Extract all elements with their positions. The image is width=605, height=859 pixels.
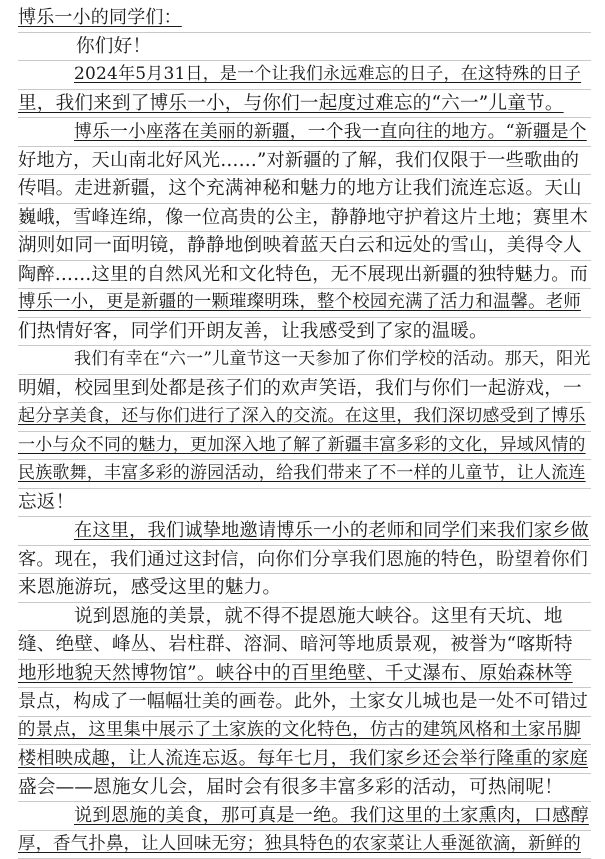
- letter-line: 在这里，我们诚挚地邀请博乐一小的老师和同学们来我们家乡做: [18, 517, 591, 546]
- letter-line: 起分享美食，还与你们进行了深入的交流。在这里，我们深切感受到了博乐: [18, 403, 591, 432]
- letter-line: 巍峨，雪峰连绵，像一位高贵的公主，静静地守护着这片土地；赛里木: [18, 204, 591, 233]
- letter-line: 里，我们来到了博乐一小，与你们一起度过难忘的“六一”儿童节。: [18, 90, 591, 119]
- letter-line: 地形地貌天然博物馆”。峡谷中的百里绝壁、千丈瀑布、原始森林等: [18, 660, 591, 689]
- letter-line: 们热情好客，同学们开朗友善，让我感受到了家的温暖。: [18, 318, 591, 347]
- letter-greeting: 博乐一小的同学们：: [18, 4, 591, 33]
- letter-line: 博乐一小座落在美丽的新疆，一个我一直向往的地方。“新疆是个: [18, 118, 591, 147]
- letter-line: 好地方，天山南北好风光……”对新疆的了解，我们仅限于一些歌曲的: [18, 147, 591, 176]
- letter-line: 一小与众不同的魅力，更加深入地了解了新疆丰富多彩的文化，异域风情的: [18, 432, 591, 461]
- letter-line: 民族歌舞，丰富多彩的游园活动，给我们带来了不一样的儿童节，让人流连: [18, 460, 591, 489]
- letter-line: 明媚，校园里到处都是孩子们的欢声笑语，我们与你们一起游戏，一: [18, 375, 591, 404]
- letter-line: 缝、绝壁、峰丛、岩柱群、溶洞、暗河等地质景观，被誉为“喀斯特: [18, 631, 591, 660]
- letter-line: 陶醉……这里的自然风光和文化特色，无不展现出新疆的独特魅力。而: [18, 261, 591, 290]
- letter-line: 传唱。走进新疆，这个充满神秘和魅力的地方让我们流连忘返。天山: [18, 175, 591, 204]
- letter-salutation: 你们好！: [18, 33, 591, 62]
- letter-line: 说到恩施的美食，那可真是一绝。我们这里的土家熏肉，口感醇: [18, 802, 591, 831]
- letter-line: 博乐一小，更是新疆的一颗璀璨明珠，整个校园充满了活力和温馨。老师: [18, 289, 591, 318]
- letter-line: 厚，香气扑鼻，让人回味无穷；独具特色的农家菜让人垂涎欲滴，新鲜的: [18, 831, 591, 859]
- letter-line: 我们有幸在“六一”儿童节这一天参加了你们学校的活动。那天，阳光: [18, 346, 591, 375]
- letter-line: 楼相映成趣，让人流连忘返。每年七月，我们家乡还会举行隆重的家庭: [18, 745, 591, 774]
- letter-line: 来恩施游玩，感受这里的魅力。: [18, 574, 591, 603]
- letter-line: 2024年5月31日，是一个让我们永远难忘的日子，在这特殊的日子: [18, 61, 591, 90]
- letter-line: 湖则如同一面明镜，静静地倒映着蓝天白云和远处的雪山，美得令人: [18, 232, 591, 261]
- letter-line: 忘返！: [18, 489, 591, 518]
- letter-line: 景点，构成了一幅幅壮美的画卷。此外，土家女儿城也是一处不可错过: [18, 688, 591, 717]
- letter-line: 客。现在，我们通过这封信，向你们分享我们恩施的特色，盼望着你们: [18, 546, 591, 575]
- letter-line: 盛会——恩施女儿会，届时会有很多丰富多彩的活动，可热闹呢！: [18, 774, 591, 803]
- letter-line: 说到恩施的美景，就不得不提恩施大峡谷。这里有天坑、地: [18, 603, 591, 632]
- letter-line: 的景点，这里集中展示了土家族的文化特色，仿古的建筑风格和土家吊脚: [18, 717, 591, 746]
